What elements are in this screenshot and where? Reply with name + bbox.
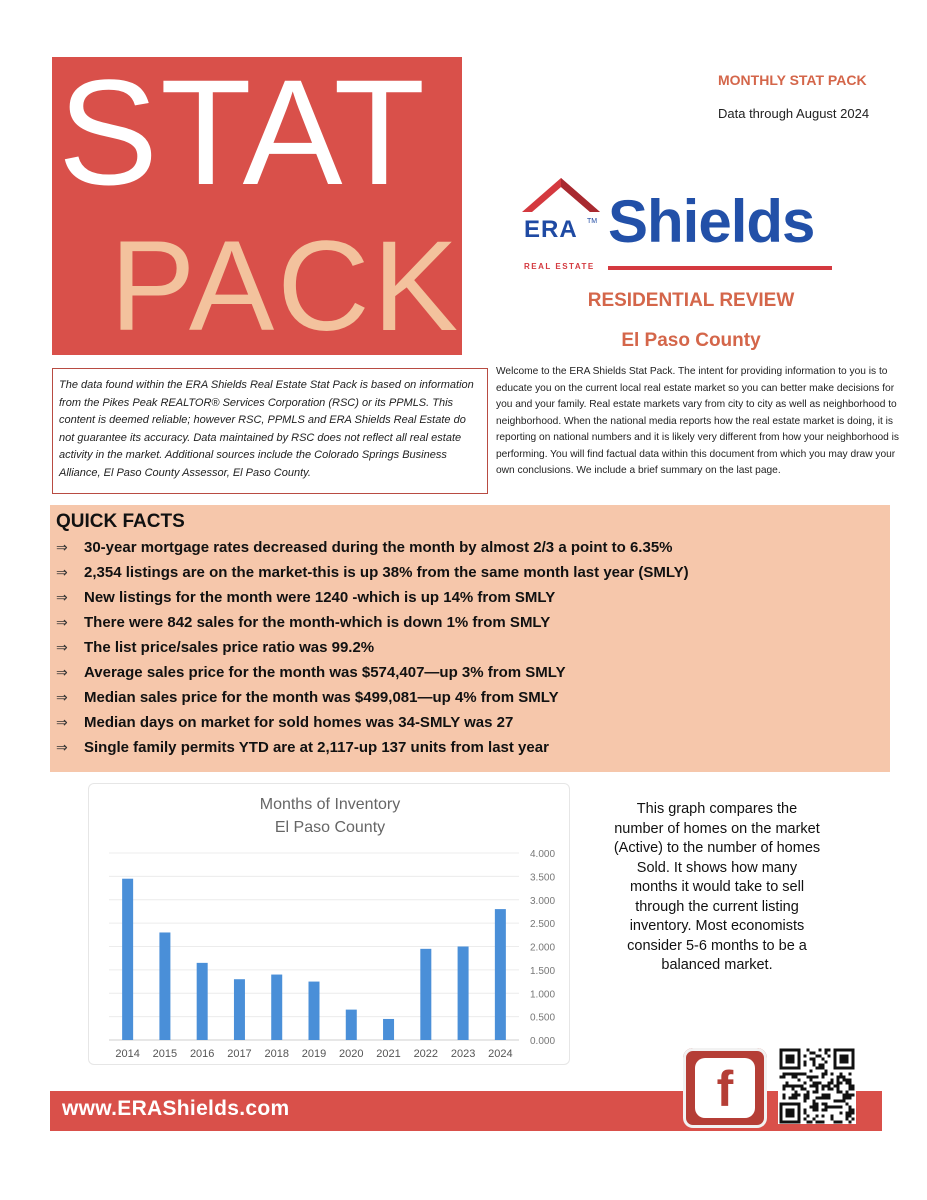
bar-2023 [458, 947, 469, 1041]
hero-pack-word: PACK [110, 215, 462, 355]
y-tick-label: 1.000 [530, 989, 556, 1001]
arrow-icon: ⇒ [56, 689, 68, 705]
county-title: El Paso County [621, 330, 761, 351]
quick-fact-item [56, 535, 884, 560]
facebook-letter: f [716, 1061, 734, 1117]
chart-canvas [89, 784, 571, 1066]
y-tick-label: 1.500 [530, 965, 556, 977]
quick-fact-text: Median sales price for the month was $499,081—up 4% from SMLY [84, 689, 559, 706]
arrow-icon: ⇒ [56, 564, 68, 580]
quick-fact-text: Median days on market for sold homes was 34-SMLY was 27 [84, 714, 514, 731]
arrow-icon: ⇒ [56, 739, 68, 755]
logo-underline [608, 266, 832, 270]
chart-title: Months of Inventory [259, 796, 401, 813]
chart-x-axis [115, 1048, 512, 1060]
x-tick-label: 2018 [264, 1048, 289, 1060]
x-tick-label: 2015 [152, 1048, 178, 1060]
arrow-icon: ⇒ [56, 639, 68, 655]
era-shields-logo [518, 172, 838, 277]
stat-pack-hero [52, 57, 462, 355]
residential-review-title: RESIDENTIAL REVIEW [587, 290, 795, 311]
website-link[interactable]: www.ERAShields.com [62, 1097, 290, 1120]
quick-fact-item [56, 585, 884, 610]
bar-2024 [495, 909, 506, 1040]
x-tick-label: 2019 [301, 1048, 327, 1060]
quick-fact-item [56, 660, 884, 685]
monthly-stat-pack-label: MONTHLY STAT PACK [718, 72, 867, 88]
chart-subtitle: El Paso County [274, 819, 386, 836]
logo-shields-text: Shields [608, 188, 815, 255]
quick-facts-list [56, 535, 884, 760]
x-tick-label: 2014 [115, 1048, 140, 1060]
bar-2015 [159, 932, 170, 1040]
y-tick-label: 0.000 [530, 1036, 556, 1047]
x-tick-label: 2016 [189, 1048, 215, 1060]
quick-fact-item [56, 560, 884, 585]
quick-fact-text: Average sales price for the month was $574,407—up 3% from SMLY [84, 664, 566, 681]
quick-fact-item [56, 610, 884, 635]
bar-2017 [234, 979, 245, 1040]
bar-2020 [346, 1010, 357, 1040]
y-tick-label: 4.000 [530, 849, 556, 860]
x-tick-label: 2020 [339, 1048, 364, 1060]
logo-era-text: ERA [524, 216, 578, 243]
bar-2022 [420, 949, 431, 1040]
logo-real-estate-text: REAL ESTATE [524, 262, 595, 271]
x-tick-label: 2024 [488, 1048, 513, 1060]
hero-stat-word: STAT [58, 57, 428, 216]
quick-fact-text: The list price/sales price ratio was 99.2% [84, 639, 375, 656]
house-roof-icon [518, 172, 604, 216]
qr-code-icon[interactable] [778, 1048, 856, 1124]
quick-facts-panel [50, 505, 890, 772]
quick-fact-item [56, 710, 884, 735]
welcome-text: Welcome to the ERA Shields Stat Pack. The intent for providing information to you is to educate you on the current local real estate market so you can better make decisions for you and your family. Real estate markets vary from city to city as well as neighborhood to neighborhood. When the national media reports how the real estate market is doing, it is reporting on national numbers and it is likely very different from how your neighborhood is performing. You will find factual data within this document from which you may draw your own conclusions. We include a brief summary on the last page. [496, 366, 900, 476]
logo-tm-mark: TM [587, 218, 598, 225]
quick-fact-text: 30-year mortgage rates decreased during the month by almost 2/3 a point to 6.35% [84, 539, 673, 556]
y-tick-label: 2.000 [530, 942, 556, 954]
quick-fact-text: There were 842 sales for the month-which is down 1% from SMLY [84, 614, 551, 631]
chart-y-axis [530, 849, 555, 1047]
arrow-icon: ⇒ [56, 614, 68, 630]
y-tick-label: 3.500 [530, 872, 556, 884]
quick-fact-text: New listings for the month were 1240 -which is up 14% from SMLY [84, 589, 556, 606]
graph-description: This graph compares the number of homes on the market (Active) to the number of homes Sold. It shows how many months it would take to sell through the current listing inventory. Most economists consider 5-6 months to be a balanced market. [613, 801, 821, 973]
x-tick-label: 2022 [413, 1048, 439, 1060]
arrow-icon: ⇒ [56, 714, 68, 730]
data-through-label: Data through August 2024 [718, 106, 870, 121]
y-tick-label: 0.500 [530, 1012, 556, 1024]
bar-2019 [309, 982, 320, 1040]
x-tick-label: 2017 [227, 1048, 252, 1060]
x-tick-label: 2023 [450, 1048, 476, 1060]
bar-2016 [197, 963, 208, 1040]
facebook-icon [695, 1058, 755, 1118]
quick-fact-text: Single family permits YTD are at 2,117-up 137 units from last year [84, 739, 549, 756]
quick-fact-item [56, 735, 884, 760]
arrow-icon: ⇒ [56, 539, 68, 555]
quick-fact-item [56, 685, 884, 710]
y-tick-label: 3.000 [530, 895, 556, 907]
bar-2014 [122, 879, 133, 1040]
quick-facts-title: QUICK FACTS [56, 511, 185, 532]
y-tick-label: 2.500 [530, 919, 556, 931]
bar-2018 [271, 975, 282, 1040]
facebook-button[interactable] [683, 1048, 767, 1128]
quick-fact-item [56, 635, 884, 660]
arrow-icon: ⇒ [56, 589, 68, 605]
quick-fact-text: 2,354 listings are on the market-this is up 38% from the same month last year (SMLY) [84, 564, 689, 581]
chart-bars [122, 879, 506, 1040]
disclaimer-box: The data found within the ERA Shields Real Estate Stat Pack is based on information from the Pikes Peak REALTOR® Services Corporation (RSC) or its PPMLS. This content is deemed reliable; however RSC, PPMLS and ERA Shields Real Estate do not guarantee its accuracy. Data maintained by RSC does not reflect all real estate activity in the market. Additional sources include the Colorado Springs Business Alliance, El Paso County Assessor, El Paso County. [52, 368, 488, 494]
bar-2021 [383, 1019, 394, 1040]
months-of-inventory-chart [88, 783, 570, 1065]
x-tick-label: 2021 [376, 1048, 401, 1060]
arrow-icon: ⇒ [56, 664, 68, 680]
